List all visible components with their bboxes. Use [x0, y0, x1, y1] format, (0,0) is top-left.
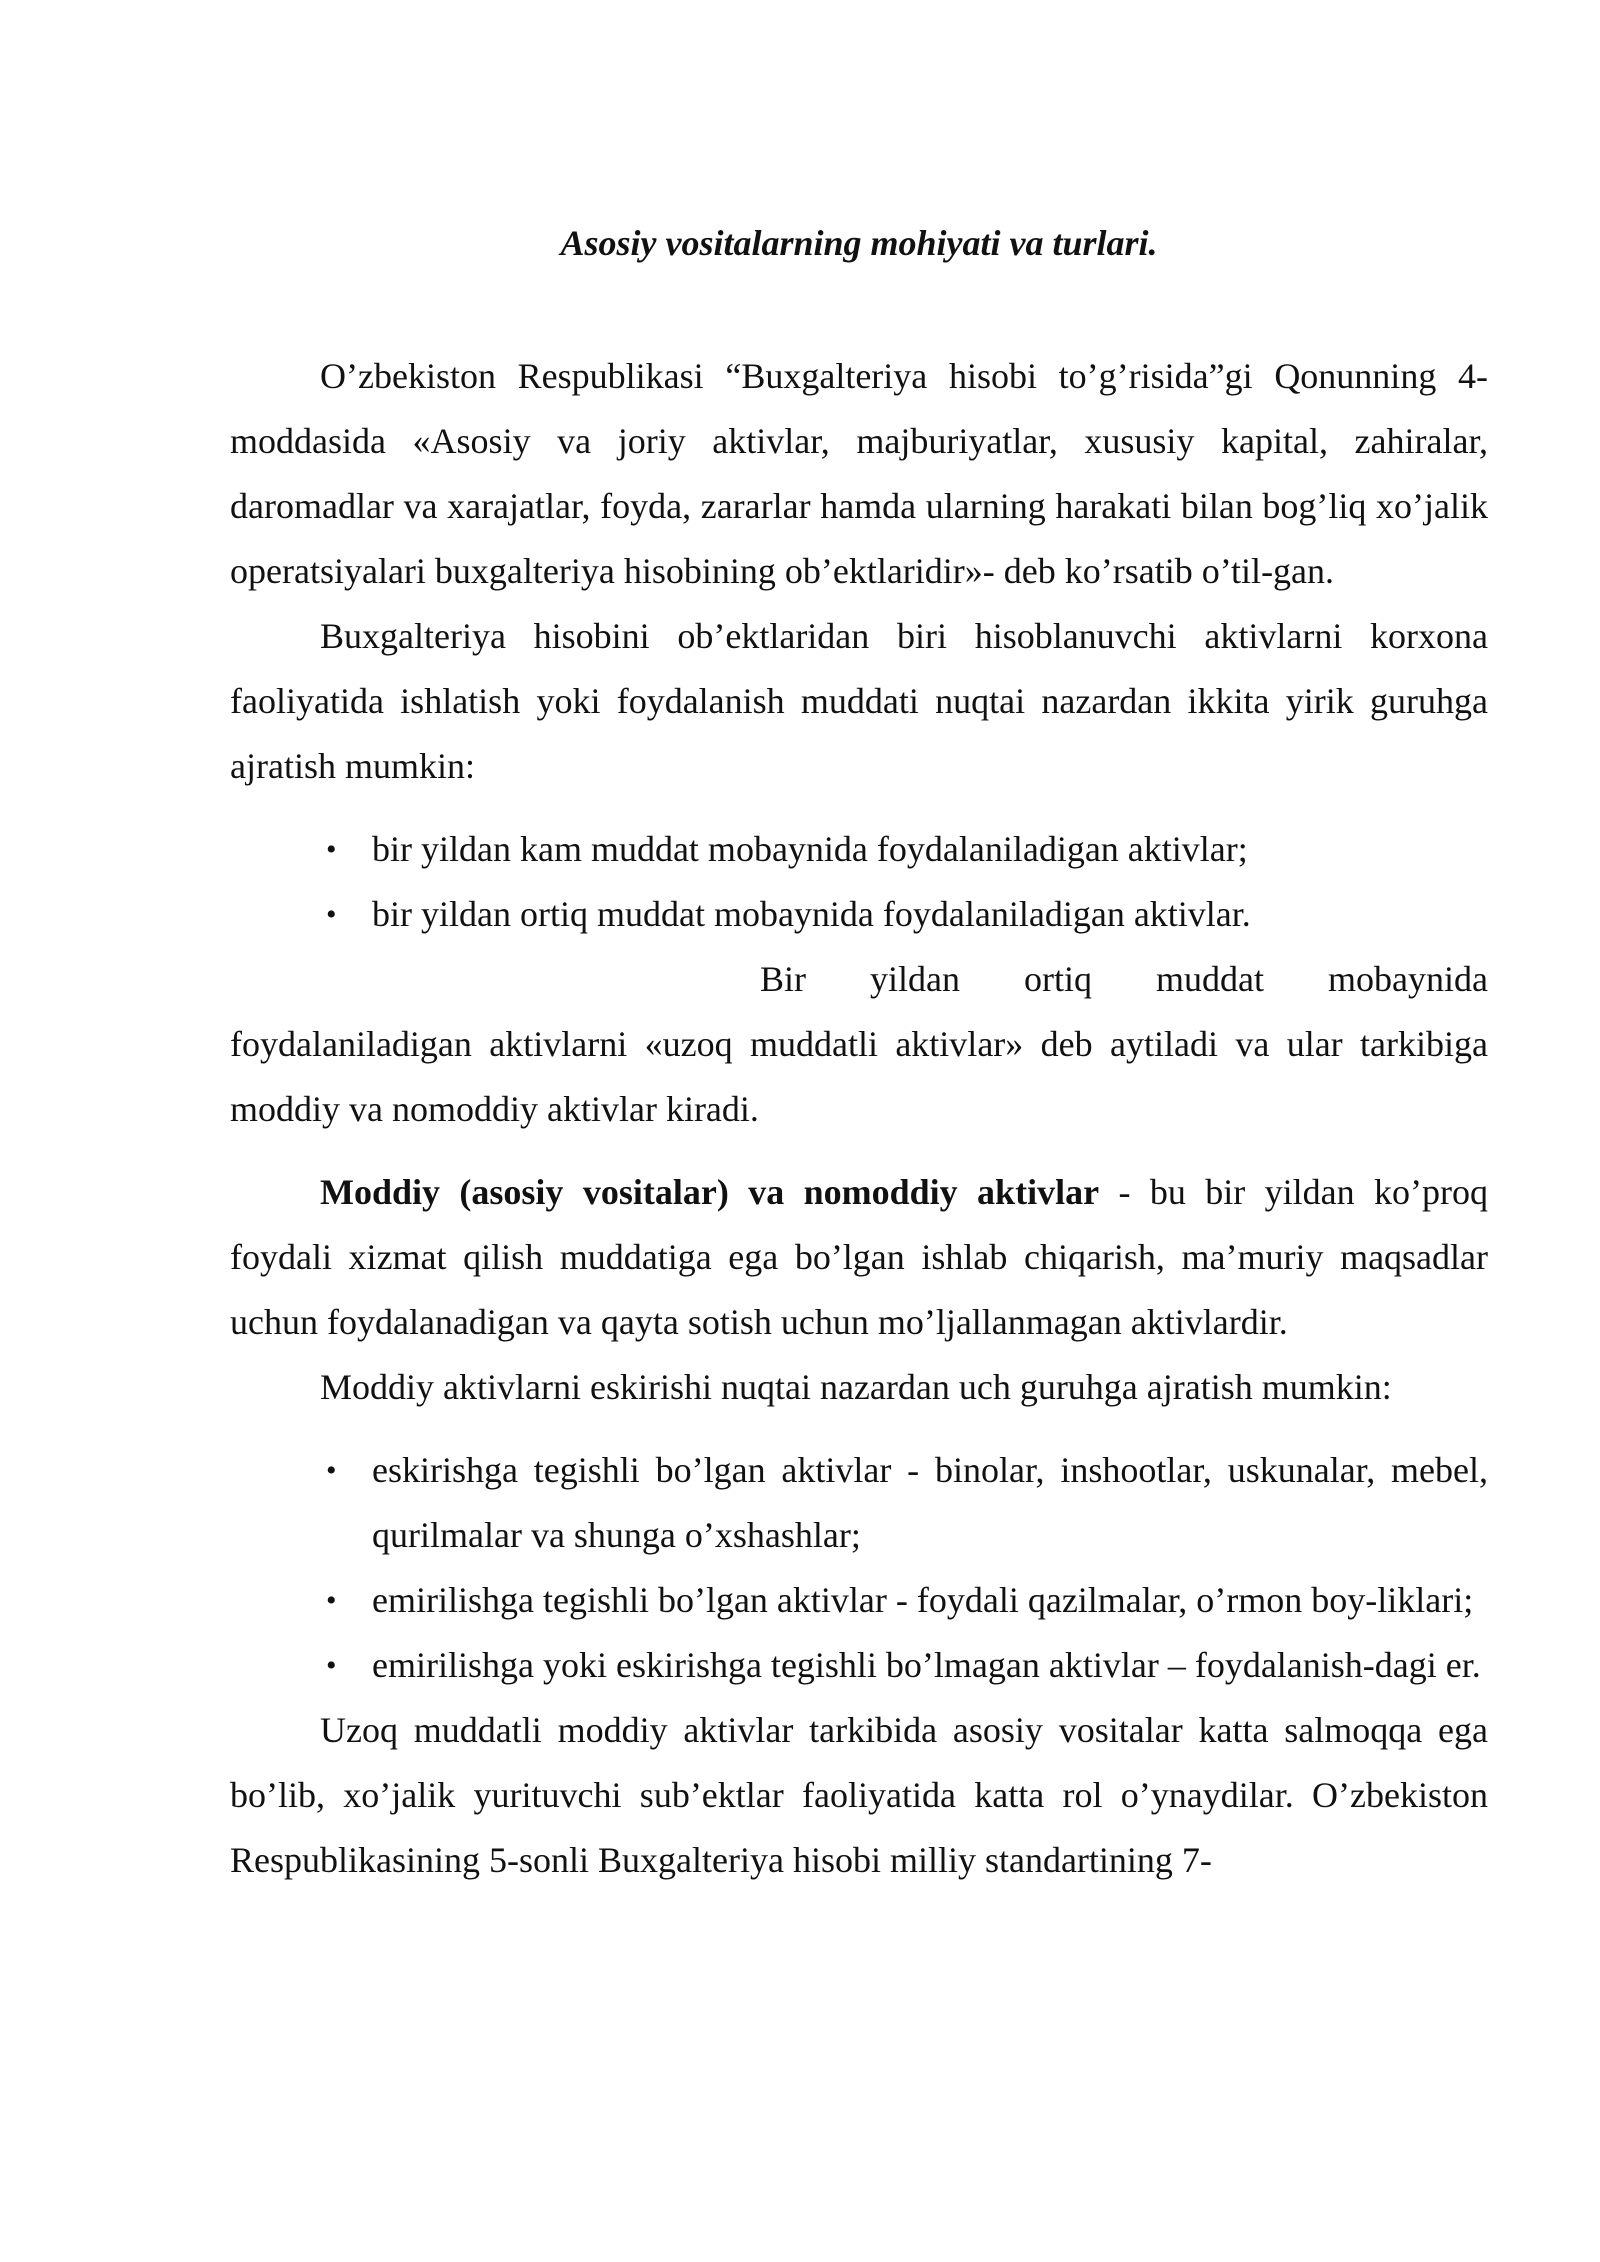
list-item — [230, 817, 1488, 882]
word: yildan — [870, 959, 960, 999]
list-item — [230, 882, 1488, 947]
definition-text: - bu bir yildan ko’proq foydali xizmat qilish muddatiga ega bo’lgan ishlab chiqarish, ma’muriy maqsadlar uchun foydalanadigan va qayta sotish uchun mo’ljallanmagan aktivlardir. — [230, 1172, 1489, 1342]
list-item-text: bir yildan ortiq muddat mobaynida foydalaniladigan aktivlar. — [372, 894, 1251, 934]
list-item — [230, 1633, 1488, 1698]
paragraph-law-article: O’zbekiston Respublikasi “Buxgalteriya hisobi to’g’risida”gi Qonunning 4-moddasida «Asosiy va joriy aktivlar, majburiyatlar, xususiy kapital, zahiralar, daromadlar va xarajatlar, foyda, zararlar hamda ularning harakati bilan bog’liq xo’jalik operatsiyalari buxgalteriya hisobining ob’ektlaridir»- deb ko’rsatib o’til-gan. — [230, 356, 1488, 591]
paragraph-fixed-assets: Uzoq muddatli moddiy aktivlar tarkibida asosiy vositalar katta salmoqqa ega bo’lib, xo’jalik yurituvchi sub’ektlar faoliyatida katta rol o’ynaydilar. O’zbekiston Respublikasining 5-sonli Buxgalteriya hisobi milliy standartining 7- — [230, 1710, 1488, 1880]
document-body — [230, 218, 1488, 1893]
paragraph-asset-groups: Buxgalteriya hisobini ob’ektlaridan biri hisoblanuvchi aktivlarni korxona faoliyatida ishlatish yoki foydalanish muddati nuqtai nazardan ikkita yirik guruhga ajratish mumkin: — [230, 616, 1488, 786]
bullet-icon: • — [326, 1584, 337, 1617]
list-item — [230, 1438, 1488, 1568]
paragraph-long-term-first-line — [230, 947, 1488, 1012]
list-item — [230, 1568, 1488, 1633]
bullet-icon: • — [326, 1454, 337, 1487]
list-item-text: eskirishga tegishli bo’lgan aktivlar - binolar, inshootlar, uskunalar, mebel, qurilmalar va shunga o’xshashlar; — [372, 1450, 1488, 1555]
word: ortiq — [1024, 959, 1092, 999]
list-item-text: emirilishga tegishli bo’lgan aktivlar - foydali qazilmalar, o’rmon boy-liklari; — [372, 1580, 1474, 1620]
asset-term-list — [230, 817, 1488, 947]
bullet-icon: • — [326, 898, 337, 931]
list-item-text: emirilishga yoki eskirishga tegishli bo’lmagan aktivlar – foydalanish-dagi er. — [372, 1645, 1481, 1685]
list-item-text: bir yildan kam muddat mobaynida foydalaniladigan aktivlar; — [372, 829, 1248, 869]
word: Bir — [760, 959, 807, 999]
bullet-icon: • — [326, 833, 337, 866]
paragraph-depreciation-groups: Moddiy aktivlarni eskirishi nuqtai nazardan uch guruhga ajratish mumkin: — [320, 1367, 1392, 1407]
depreciation-list — [230, 1438, 1488, 1698]
bullet-icon: • — [326, 1649, 337, 1682]
bold-term: Moddiy (asosiy vositalar) va nomoddiy aktivlar — [320, 1172, 1100, 1212]
paragraph-long-term-assets: foydalaniladigan aktivlarni «uzoq muddatli aktivlar» deb aytiladi va ular tarkibiga moddiy va nomoddiy aktivlar kiradi. — [230, 1024, 1488, 1129]
word: mobaynida — [1327, 959, 1488, 999]
word: muddat — [1156, 959, 1264, 999]
page-title: Asosiy vositalarning mohiyati va turlari. — [560, 223, 1158, 263]
paragraph-tangible-definition — [230, 1160, 1488, 1355]
